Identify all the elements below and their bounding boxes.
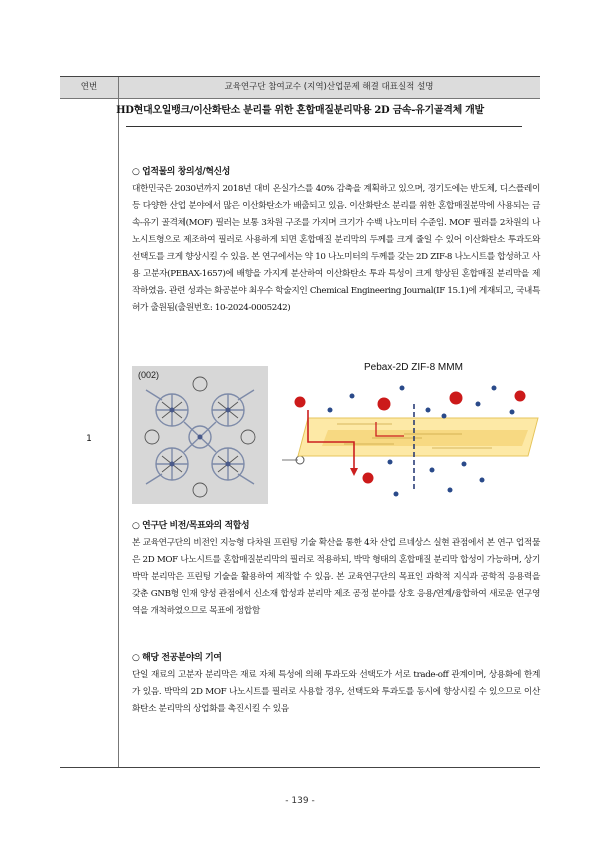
table-header — [60, 77, 540, 99]
section-creativity-body: 대한민국은 2030년까지 2018년 대비 온실가스를 40% 감축을 계획하고 있으며, 경기도에는 반도체, 디스플레이 등 다양한 산업 분야에서 많은 이산화탄소가 배출되고 있음. 이산화탄소 분리를 위한 혼합매질분막에 사용되는 금속-유기 골격체(MOF) 필러는 보통 3차원 구조를 가지며 크기가 수백 나노미터 수준임. MOF 필러를 2차원의 나노시트형으로 제조하여 필러로 사용하게 되면 혼합매질 분리막의 두께를 크게 줄일 수 있어 이산화탄소 투과도와 선택도를 크게 향상시킬 수 있음. 본 연구에서는 약 10 나노미터의 두께를 갖는 2D ZIF-8 나노시트를 합성하고 사용 고분자(PEBAX-1657)에 배향을 가지게 분산하여 이산화탄소 투과 특성이 크게 향상된 혼합매질 분리막을 제작하였음. 관련 성과는 화공분야 최우수 학술지인 Chemical Engineering Journal(IF 15.1)에 게재되고, 국내특허가 출원됨(출원번호: 10-2024-0005242) — [132, 184, 540, 313]
section-alignment — [132, 518, 540, 620]
header-number: 연번 — [60, 77, 119, 98]
membrane-schematic — [295, 362, 539, 497]
membrane-label: Pebax-2D ZIF-8 MMM — [364, 362, 463, 373]
section-contribution-heading: ○ 해당 전공분야의 기여 — [132, 653, 222, 663]
mof-structure-image — [132, 366, 304, 504]
row-number-cell — [60, 98, 119, 767]
section-alignment-heading: ○ 연구단 비전/목표와의 적합성 — [132, 521, 250, 531]
section-creativity — [132, 164, 540, 317]
structure-plane-label: (002) — [138, 370, 160, 380]
section-contribution — [132, 650, 540, 718]
header-description: 교육연구단 참여교수 (지역)산업문제 해결 대표실적 설명 — [224, 82, 434, 92]
title-underline — [126, 126, 522, 127]
row-number: 1 — [86, 434, 92, 444]
achievement-title: HD현대오일뱅크/이산화탄소 분리를 위한 혼합매질분리막용 2D 금속-유기골격체 개발 — [116, 105, 484, 116]
page-number: - 139 - — [285, 796, 315, 806]
figure — [132, 360, 540, 506]
section-alignment-body: 본 교육연구단의 비전인 지능형 다차원 프린팅 기술 확산을 통한 4차 산업 르네상스 실현 관점에서 본 연구 업적물은 2D MOF 나노시트를 혼합매질분리막의 필러로 적용하되, 박막 형태의 혼합매질 분리막 합성이 가능하며, 상기 박막 분리막은 프린팅 기술을 활용하여 제작할 수 있음. 본 교육연구단의 목표인 과학적 지식과 공학적 응용력을 갖춘 GNB형 인재 양성 관점에서 신소재 합성과 분리막 제조 공정 분야를 상호 응용/연계/융합하여 새로운 연구영역을 개척하였으므로 목표에 정합함 — [132, 538, 540, 616]
section-creativity-heading: ○ 업적물의 창의성/혁신성 — [132, 167, 230, 177]
section-contribution-body: 단일 재료의 고분자 분리막은 재료 자체 특성에 의해 투과도와 선택도가 서로 trade-off 관계이며, 상용화에 한계가 있음. 박막의 2D MOF 나노시트를 필러로 사용할 경우, 선택도와 투과도를 동시에 향상시킬 수 있으므로 이산화탄소 분리막의 상업화를 촉진시킬 수 있음 — [132, 670, 540, 714]
